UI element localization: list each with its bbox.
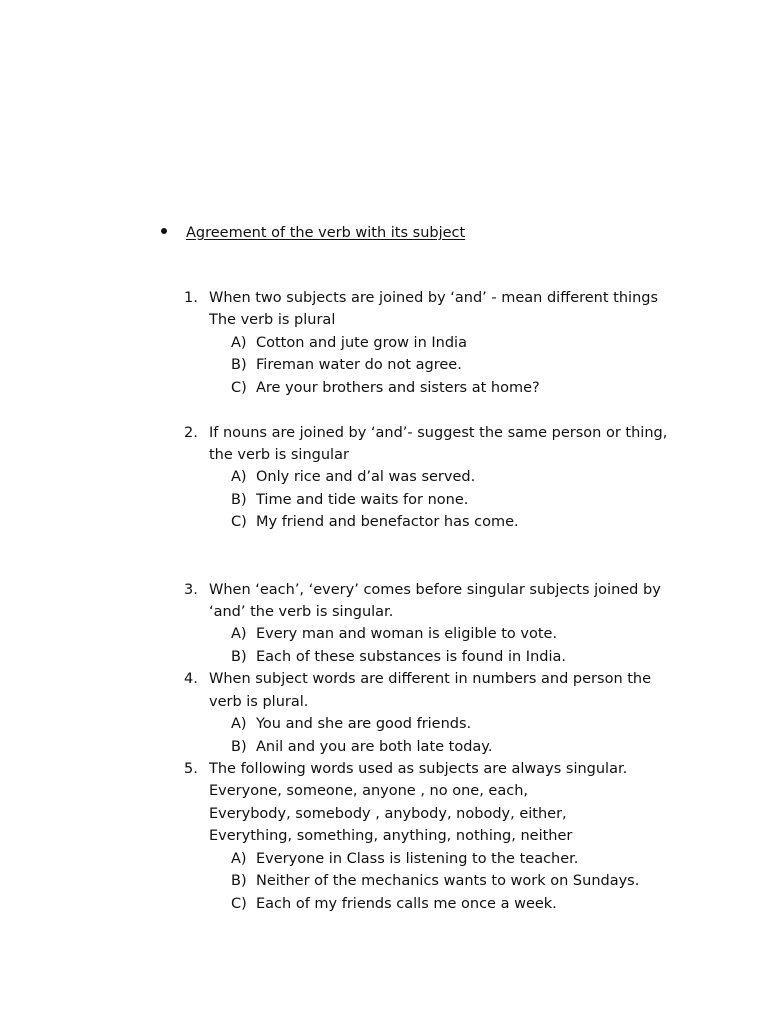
example-text: Each of my friends calls me once a week.	[256, 896, 557, 912]
example-text: Everyone in Class is listening to the teacher.	[256, 851, 579, 867]
example-letter: C)	[231, 514, 247, 530]
example-text: My friend and benefactor has come.	[256, 514, 519, 530]
rule-text: When ‘each’, ‘every’ comes before singular subjects joined by	[209, 582, 661, 598]
section-heading: Agreement of the verb with its subject	[186, 225, 466, 241]
example-letter: A)	[231, 335, 247, 351]
example-text: Neither of the mechanics wants to work on Sundays.	[256, 873, 640, 889]
example-text: Fireman water do not agree.	[256, 357, 462, 373]
example-letter: A)	[231, 851, 247, 867]
example-letter: B)	[231, 873, 247, 889]
example-letter: A)	[231, 626, 247, 642]
example-text: Only rice and d’al was served.	[256, 469, 476, 485]
rule-text: When two subjects are joined by ‘and’ - mean different things	[209, 290, 659, 306]
example-text: Anil and you are both late today.	[256, 739, 493, 755]
example-text: Each of these substances is found in India.	[256, 649, 566, 665]
rule-text: When subject words are different in numbers and person the	[209, 671, 652, 687]
example-text: Every man and woman is eligible to vote.	[256, 626, 558, 642]
rule-number: 2.	[184, 425, 198, 441]
example-letter: B)	[231, 357, 247, 373]
example-letter: C)	[231, 896, 247, 912]
rule-text: verb is plural.	[209, 694, 309, 710]
example-letter: A)	[231, 716, 247, 732]
rule-number: 4.	[184, 671, 198, 687]
rule-text: Everything, something, anything, nothing, neither	[209, 828, 573, 844]
example-letter: B)	[231, 492, 247, 508]
example-letter: B)	[231, 649, 247, 665]
rule-text: If nouns are joined by ‘and’- suggest the same person or thing,	[209, 425, 668, 441]
rule-number: 1.	[184, 290, 198, 306]
rule-text: the verb is singular	[209, 447, 349, 463]
example-letter: A)	[231, 469, 247, 485]
example-letter: B)	[231, 739, 247, 755]
rule-number: 5.	[184, 761, 198, 777]
rule-text: The following words used as subjects are always singular.	[209, 761, 628, 777]
rule-text: ‘and’ the verb is singular.	[209, 604, 394, 620]
example-text: Cotton and jute grow in India	[256, 335, 467, 351]
example-text: You and she are good friends.	[256, 716, 472, 732]
example-letter: C)	[231, 380, 247, 396]
rule-text: Everybody, somebody , anybody, nobody, either,	[209, 806, 567, 822]
rule-text: The verb is plural	[209, 312, 336, 328]
rule-text: Everyone, someone, anyone , no one, each,	[209, 783, 528, 799]
rule-number: 3.	[184, 582, 198, 598]
bullet-point	[161, 228, 167, 234]
example-text: Are your brothers and sisters at home?	[256, 380, 540, 396]
example-text: Time and tide waits for none.	[256, 492, 469, 508]
